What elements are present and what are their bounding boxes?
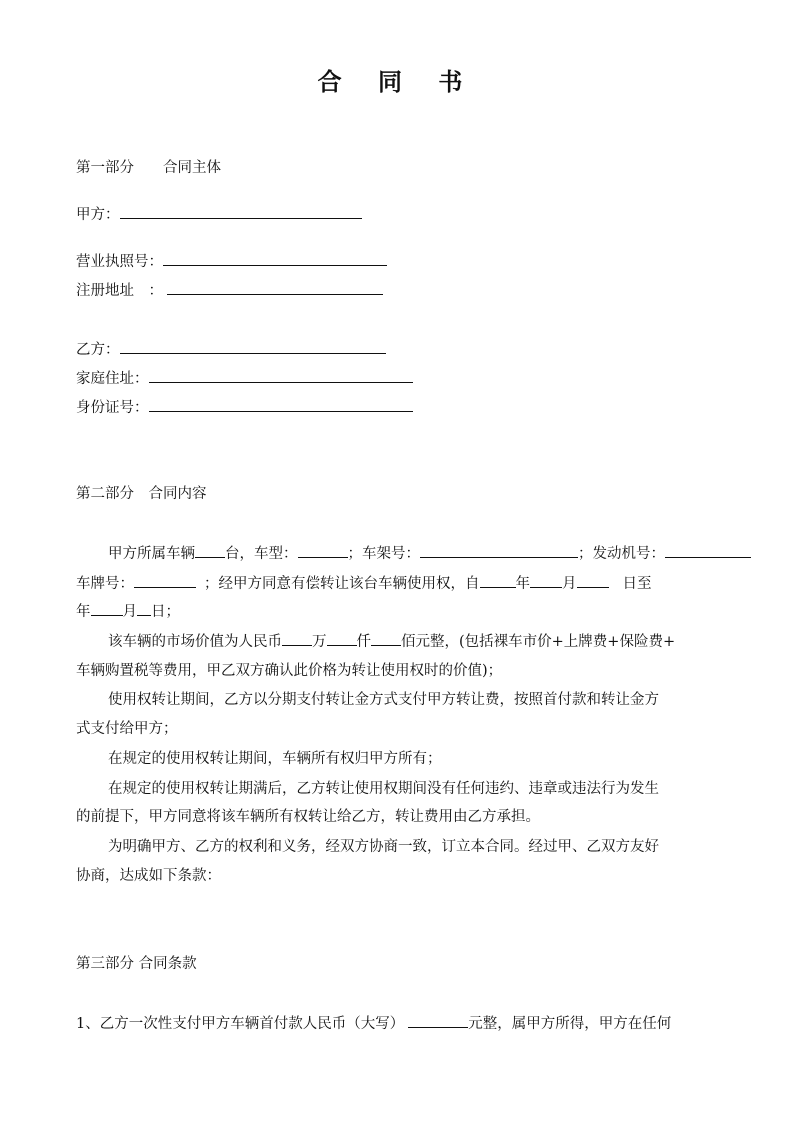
start-day-blank[interactable] xyxy=(577,573,609,588)
party-b-row xyxy=(76,339,386,360)
text: 甲方所属车辆 xyxy=(108,546,195,562)
paragraph-line xyxy=(108,631,675,652)
party-b-label: 乙方： xyxy=(76,342,120,358)
party-a-blank[interactable] xyxy=(120,204,362,219)
party-a-label: 甲方： xyxy=(76,207,120,223)
text: 台，车型： xyxy=(225,546,298,562)
home-row xyxy=(76,368,413,389)
text: 日； xyxy=(151,604,180,620)
text: 元整，属甲方所得，甲方在任何 xyxy=(468,1016,672,1032)
section-heading-part2: 第二部分 合同内容 xyxy=(76,486,207,502)
amount-wan-blank[interactable] xyxy=(282,631,312,646)
text: 该车辆的市场价值为人民币 xyxy=(108,634,282,650)
paragraph-line: 为明确甲方、乙方的权利和义务，经双方协商一致，订立本合同。经过甲、乙双方友好 xyxy=(108,839,659,855)
model-blank[interactable] xyxy=(298,543,348,558)
home-blank[interactable] xyxy=(149,368,413,383)
address-row xyxy=(76,280,383,301)
engine-no-blank[interactable] xyxy=(665,543,751,558)
text: ；发动机号： xyxy=(578,546,665,562)
paragraph-line: 式支付给甲方； xyxy=(76,721,178,737)
paragraph-line: 协商，达成如下条款： xyxy=(76,868,221,884)
text: 车牌号： xyxy=(76,576,134,592)
address-label: 注册地址 ： xyxy=(76,283,163,299)
plate-no-blank[interactable] xyxy=(134,573,196,588)
start-month-blank[interactable] xyxy=(530,573,562,588)
home-label: 家庭住址： xyxy=(76,371,149,387)
text: 年 xyxy=(76,604,91,620)
license-blank[interactable] xyxy=(163,251,387,266)
text: 年 xyxy=(515,576,530,592)
text: ；经甲方同意有偿转让该台车辆使用权，自 xyxy=(204,576,480,592)
text: 1、乙方一次性支付甲方车辆首付款人民币（大写） xyxy=(76,1016,405,1032)
section-heading-part1: 第一部分 合同主体 xyxy=(76,160,221,176)
clause-1-line xyxy=(76,1013,671,1034)
paragraph-line: 车辆购置税等费用，甲乙双方确认此价格为转让使用权时的价值)； xyxy=(76,663,503,679)
frame-no-blank[interactable] xyxy=(420,543,578,558)
paragraph-line: 使用权转让期间，乙方以分期支付转让金方式支付甲方转让费，按照首付款和转让金方 xyxy=(108,692,659,708)
party-a-row xyxy=(76,204,362,225)
end-year-blank[interactable] xyxy=(91,601,123,616)
paragraph-line: 在规定的使用权转让期间，车辆所有权归甲方所有； xyxy=(108,751,442,767)
text: 仟 xyxy=(356,634,371,650)
paragraph-line: 的前提下，甲方同意将该车辆所有权转让给乙方，转让费用由乙方承担。 xyxy=(76,809,540,825)
party-b-blank[interactable] xyxy=(120,339,386,354)
paragraph-line xyxy=(108,543,751,564)
text: 佰元整，(包括裸车市价+上牌费+保险费+ xyxy=(401,634,676,650)
id-blank[interactable] xyxy=(149,397,413,412)
license-label: 营业执照号： xyxy=(76,254,163,270)
paragraph-line xyxy=(76,573,652,594)
id-row xyxy=(76,397,413,418)
text: 万 xyxy=(312,634,327,650)
paragraph-line: 在规定的使用权转让期满后，乙方转让使用权期间没有任何违约、违章或违法行为发生 xyxy=(108,781,659,797)
end-month-blank[interactable] xyxy=(137,601,151,616)
start-year-blank[interactable] xyxy=(480,573,516,588)
text: 月 xyxy=(562,576,577,592)
paragraph-line xyxy=(76,601,180,622)
id-label: 身份证号： xyxy=(76,400,149,416)
amount-qian-blank[interactable] xyxy=(327,631,357,646)
text: 日至 xyxy=(622,576,652,592)
page-title: 合 同 书 xyxy=(317,67,477,96)
text: 月 xyxy=(122,604,137,620)
license-row xyxy=(76,251,387,272)
address-blank[interactable] xyxy=(167,280,383,295)
vehicle-count-blank[interactable] xyxy=(195,543,225,558)
text: ；车架号： xyxy=(347,546,420,562)
section-heading-part3: 第三部分 合同条款 xyxy=(76,956,197,972)
amount-bai-blank[interactable] xyxy=(371,631,401,646)
down-payment-blank[interactable] xyxy=(408,1013,468,1028)
